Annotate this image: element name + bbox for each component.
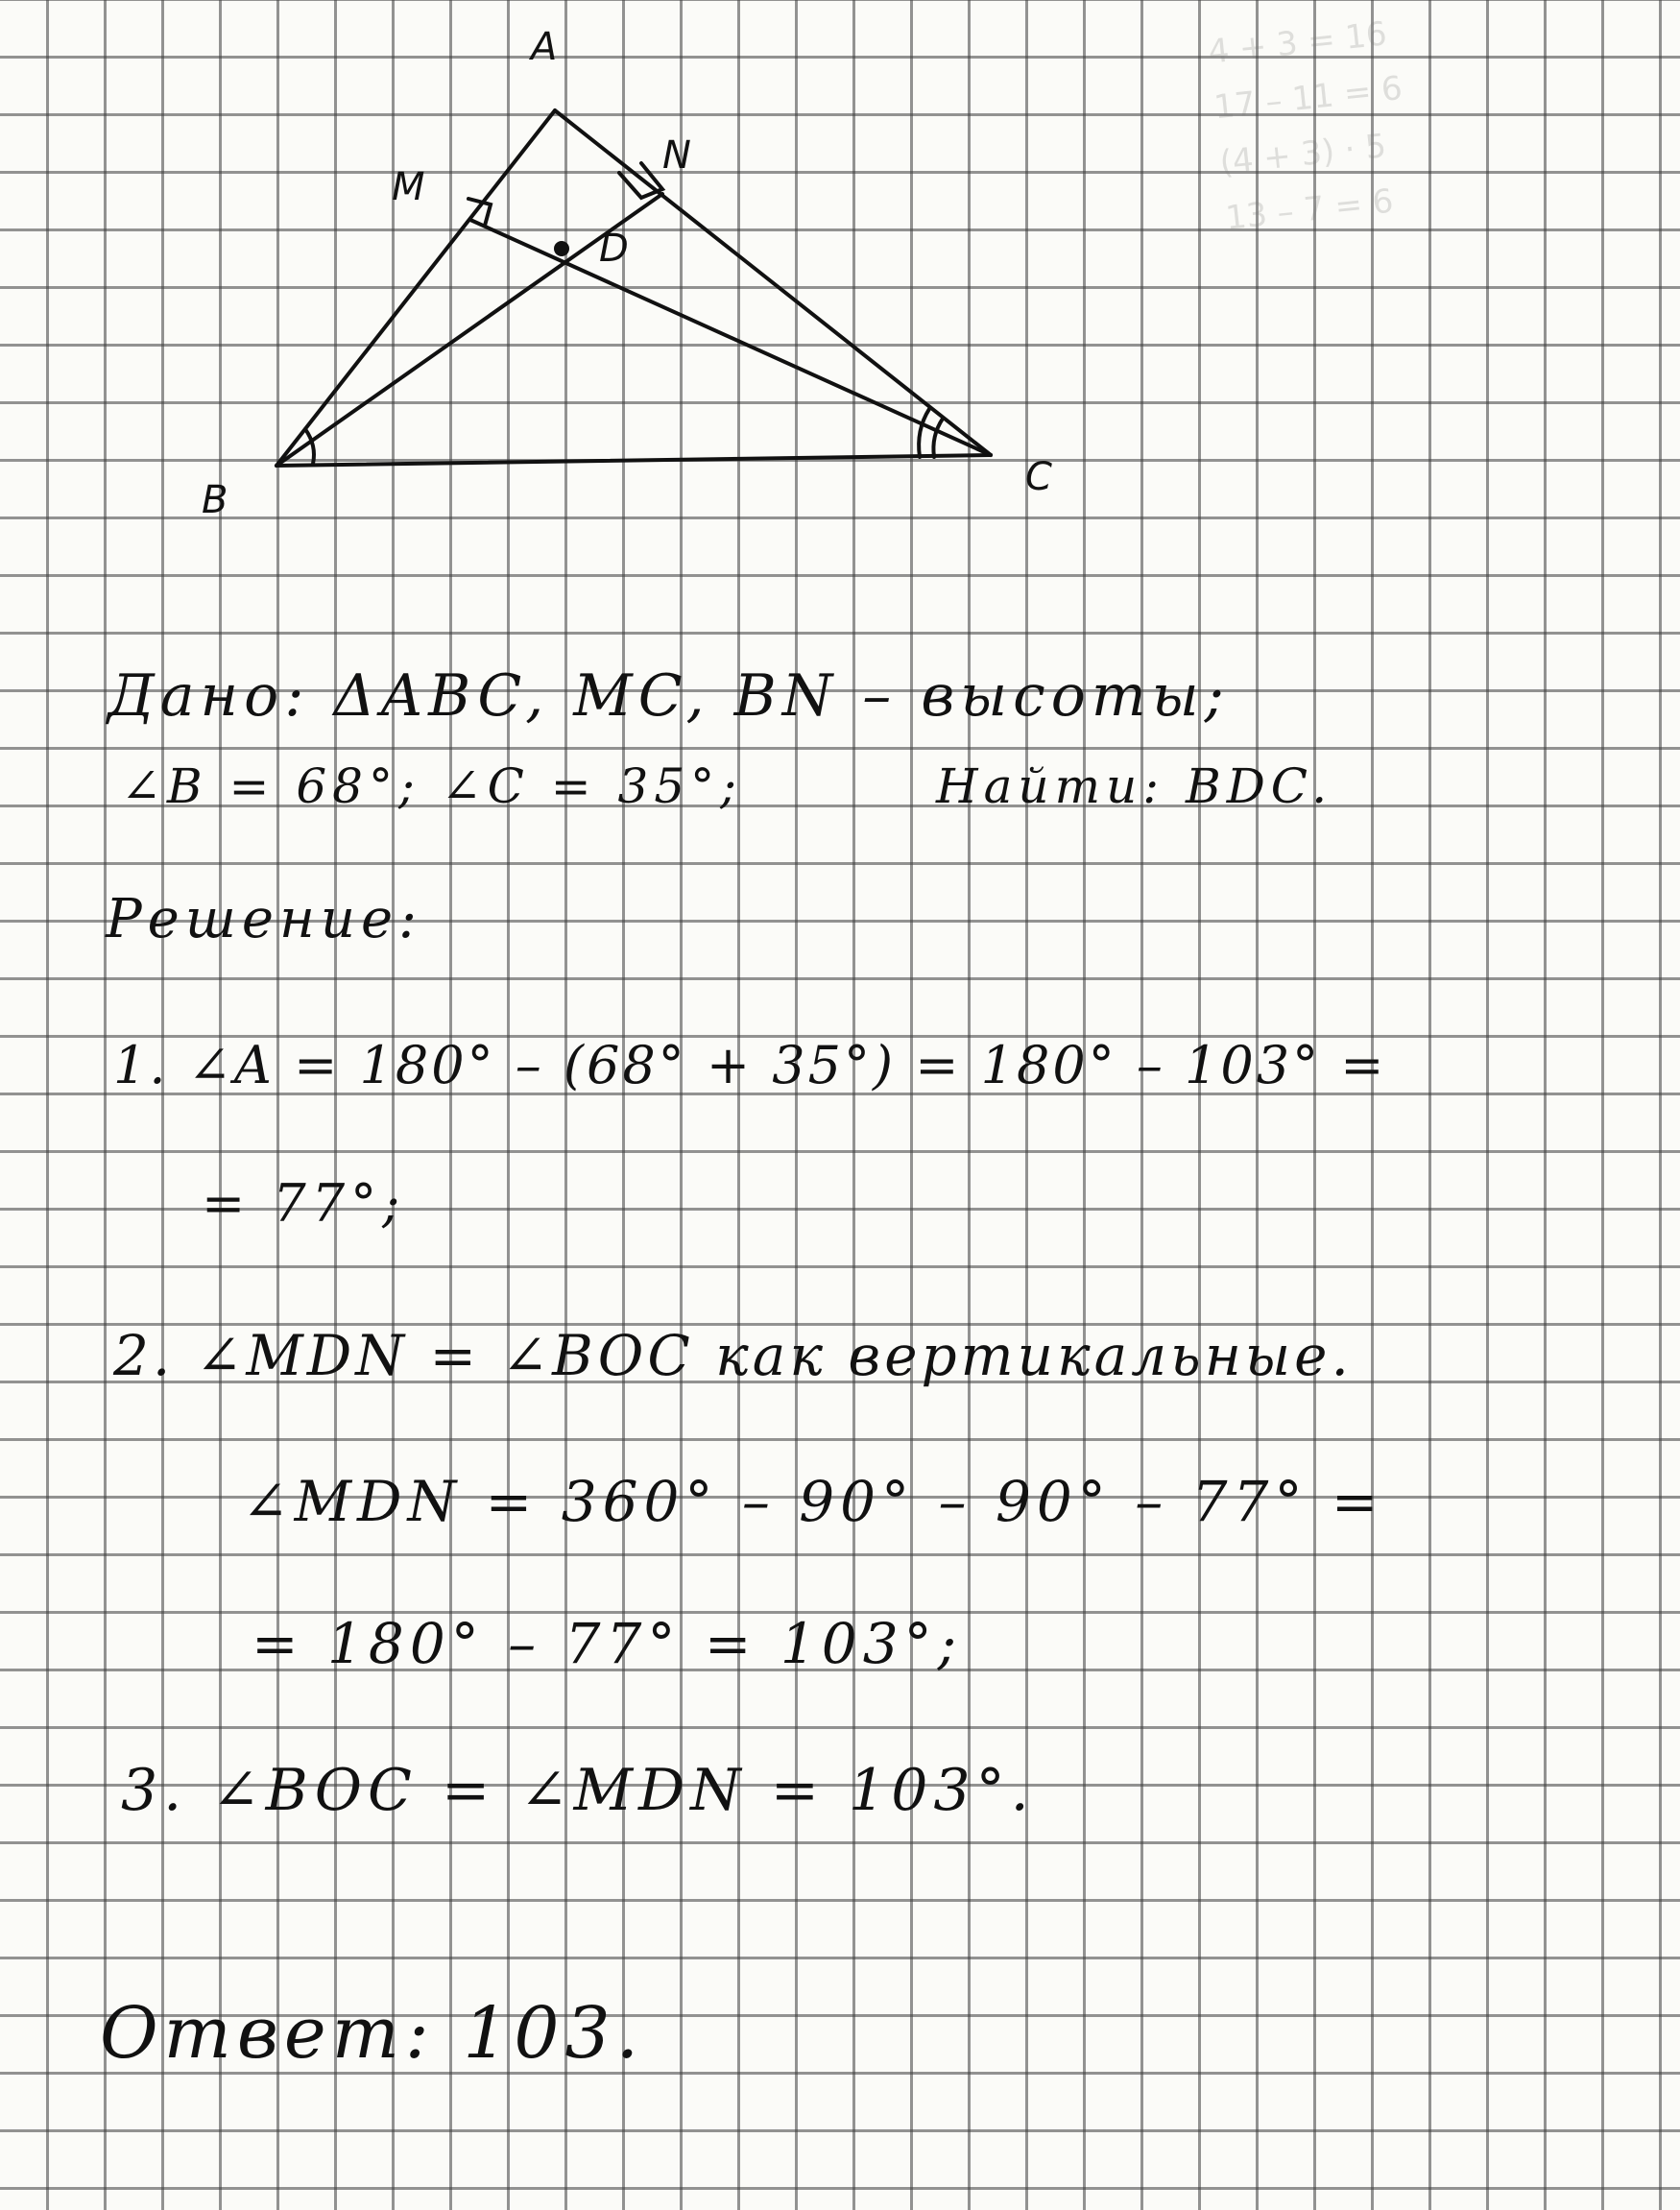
- side-ab: [276, 110, 555, 466]
- given-line-2: ∠B = 68°; ∠C = 35°;: [121, 758, 742, 814]
- step-2-line-b: ∠MDN = 360° – 90° – 90° – 77° =: [242, 1469, 1384, 1534]
- angle-arc-c-inner: [933, 419, 943, 457]
- label-n: N: [662, 133, 691, 178]
- step-2-line-a: 2. ∠MDN = ∠BOC как вертикальные.: [113, 1323, 1353, 1388]
- label-a: A: [531, 25, 558, 69]
- side-ac: [555, 110, 991, 455]
- bleed-through-text: 4 + 3 = 16 17 – 11 = 6 (4 + 3) · 5 13 – 7 = 6: [1206, 14, 1404, 238]
- label-m: M: [392, 165, 425, 209]
- side-bc: [276, 455, 991, 466]
- angle-arc-c-outer: [919, 409, 929, 457]
- label-b: B: [202, 478, 228, 522]
- given-line-1: Дано: ΔABC, MC, BN – высоты;: [108, 662, 1230, 730]
- step-3: 3. ∠BOC = ∠MDN = 103°.: [121, 1757, 1035, 1824]
- label-d: D: [599, 227, 629, 271]
- intersection-point-d: [554, 241, 569, 256]
- step-1-line-a: 1. ∠A = 180° – (68° + 35°) = 180° – 103° =: [113, 1035, 1387, 1095]
- answer-text: Ответ: 103.: [100, 1992, 645, 2075]
- find-text: Найти: BDC.: [936, 758, 1333, 814]
- triangle-figure: [0, 0, 1680, 538]
- solution-heading: Решение:: [106, 888, 422, 950]
- step-2-line-c: = 180° – 77° = 103°;: [252, 1611, 963, 1676]
- step-1-line-b: = 77°;: [202, 1173, 406, 1234]
- label-c: C: [1025, 455, 1052, 499]
- altitude-cm: [470, 220, 991, 455]
